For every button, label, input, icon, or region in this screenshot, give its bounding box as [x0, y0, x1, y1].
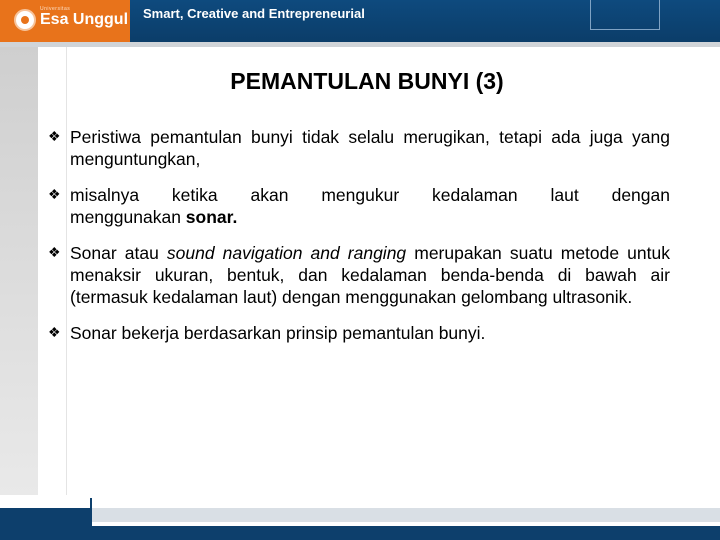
- diamond-bullet-icon: ❖: [48, 244, 61, 260]
- bullet-text-line1: misalnya ketika akan mengukur kedalaman laut dengan: [70, 185, 670, 205]
- bullet-text: Peristiwa pemantulan bunyi tidak selalu merugikan, tetapi ada juga yang menguntungkan,: [70, 127, 670, 169]
- bullet-text-post: merupakan suatu metode untuk menaksir ukuran, bentuk, dan kedalaman benda-benda di bawah air (termasuk kedalaman laut) dengan menggunakan gelombang ultrasonik.: [70, 243, 670, 307]
- slide-title: PEMANTULAN BUNYI (3): [230, 68, 504, 94]
- tagline: Smart, Creative and Entrepreneurial: [143, 6, 365, 21]
- logo-text: Esa Unggul: [40, 11, 129, 28]
- bullet-item: [48, 322, 670, 344]
- diamond-bullet-icon: ❖: [48, 186, 61, 202]
- footer-bottom-bar: [0, 526, 720, 540]
- logo-emblem-icon: [14, 9, 36, 31]
- bullet-text-pre: Sonar atau: [70, 243, 167, 263]
- bullet-text-plain: menggunakan: [70, 207, 186, 227]
- bullet-text: Sonar bekerja berdasarkan prinsip pemantulan bunyi.: [70, 323, 486, 343]
- left-decor-band: [0, 47, 38, 495]
- bullet-text-bold: sonar.: [185, 207, 238, 227]
- footer-bar-inner: [92, 508, 720, 522]
- bullet-text-line2: [70, 206, 670, 228]
- bullet-item: [48, 126, 670, 170]
- bullet-item: [48, 242, 670, 308]
- university-logo: [0, 0, 130, 42]
- header-frame-decoration: [590, 0, 660, 30]
- bullet-item: [48, 184, 670, 228]
- diamond-bullet-icon: ❖: [48, 324, 61, 340]
- bullet-text-italic: sound navigation and ranging: [166, 243, 407, 263]
- diamond-bullet-icon: ❖: [48, 128, 61, 144]
- logo-small-text: Universitas: [40, 6, 71, 12]
- bullet-list: [48, 126, 670, 358]
